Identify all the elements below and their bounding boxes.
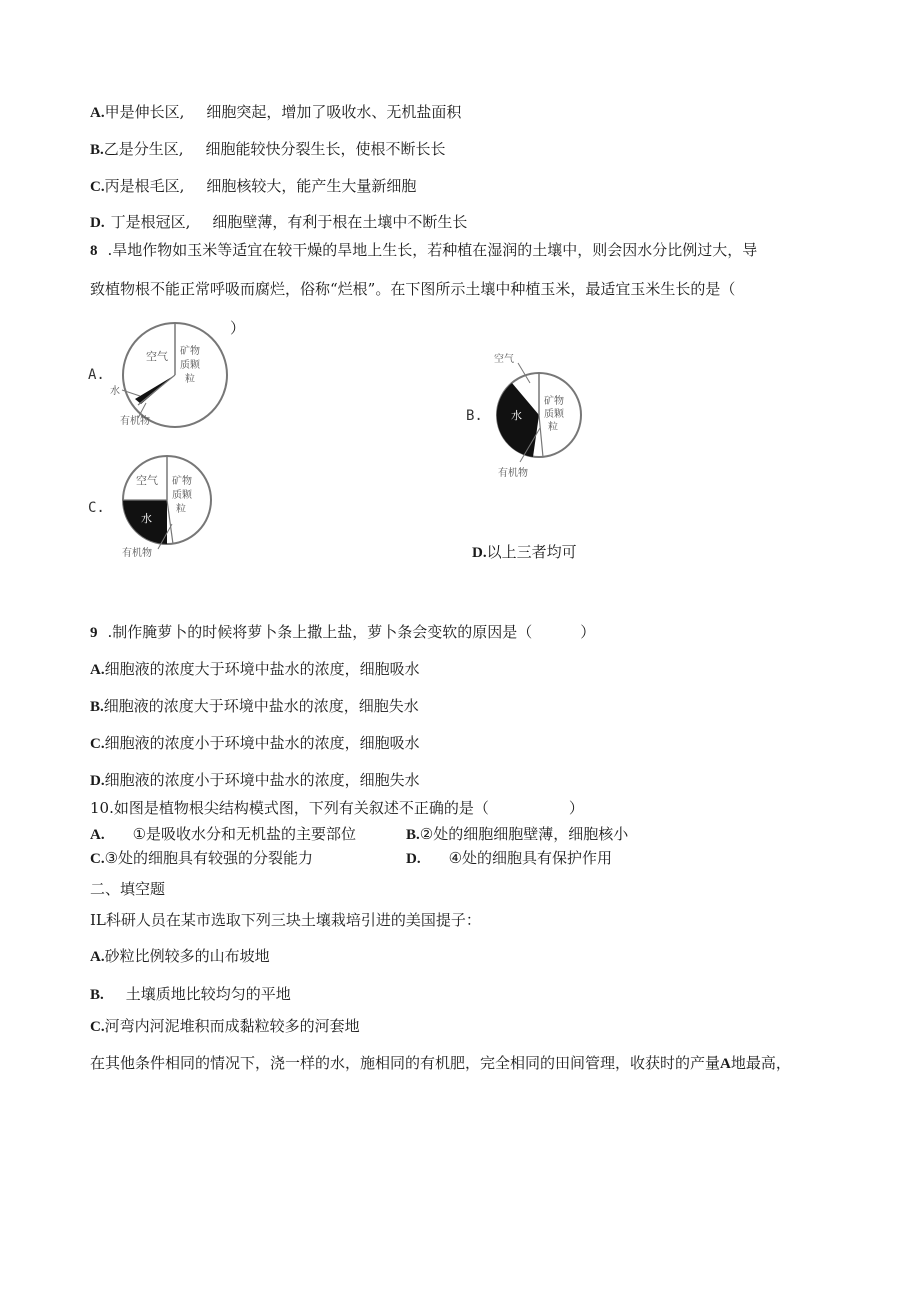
q8-option-a-label[interactable]: A. (88, 367, 105, 383)
pie-label-mineral: 矿物 (172, 476, 192, 487)
pie-label-mineral: 粒 (185, 374, 195, 385)
q8-option-c-pie[interactable] (110, 452, 220, 562)
q7-option-d[interactable]: D. 丁是根冠区, 细胞壁薄，有利于根在土壤中不断生长 (90, 213, 468, 231)
q7-option-b[interactable]: B.乙是分生区, 细胞能较快分裂生长，使根不断长长 (90, 140, 446, 158)
q10-option-a[interactable]: A. ①是吸收水分和无机盐的主要部位 (90, 825, 357, 843)
q8-option-b-label[interactable]: B. (466, 408, 483, 424)
q8-option-c-label[interactable]: C. (88, 500, 105, 516)
pie-label-mineral: 矿物 (544, 396, 564, 407)
pie-label-air: 空气 (146, 350, 168, 363)
q9-option-a[interactable]: A.细胞液的浓度大于环境中盐水的浓度，细胞吸水 (90, 660, 420, 678)
pie-label-mineral: 质颗 (544, 409, 564, 420)
q11-tail: 在其他条件相同的情况下，浇一样的水，施相同的有机肥，完全相同的田间管理，收获时的产量A地最高， (90, 1054, 791, 1072)
q10-stem: 10.如图是植物根尖结构模式图，下列有关叙述不正确的是（ ） (90, 799, 584, 817)
q8-stem-line1: 8 .旱地作物如玉米等适宜在较干燥的旱地上生长，若种植在湿润的土壤中，则会因水分比例过大，导 (90, 241, 758, 259)
pie-label-mineral: 质颗 (180, 360, 200, 371)
q8-paren-close: ） (230, 319, 246, 337)
q8-option-a-pie[interactable] (108, 318, 238, 428)
q9-stem: 9 .制作腌萝卜的时候将萝卜条上撒上盐，萝卜条会变软的原因是（ ） (90, 623, 596, 641)
q8-option-b-pie[interactable] (482, 350, 594, 482)
q10-option-b[interactable]: B.②处的细胞细胞壁薄，细胞核小 (406, 825, 629, 843)
pie-label-air: 空气 (494, 354, 514, 365)
pie-label-air: 空气 (136, 474, 158, 487)
pie-label-water: 水 (110, 386, 120, 397)
pie-label-mineral: 质颗 (172, 490, 192, 501)
q10-option-c[interactable]: C.③处的细胞具有较强的分裂能力 (90, 849, 314, 867)
pie-label-mineral: 粒 (548, 422, 558, 433)
pie-label-water: 水 (511, 409, 522, 422)
q11-item-b: B. 土壤质地比较均匀的平地 (90, 985, 291, 1003)
pie-label-organic: 有机物 (498, 468, 528, 479)
pie-label-mineral: 矿物 (180, 346, 200, 357)
pie-label-organic: 有机物 (122, 548, 152, 559)
q7-option-c[interactable]: C.丙是根毛区, 细胞核较大，能产生大量新细胞 (90, 177, 417, 195)
pie-label-organic: 有机物 (120, 416, 150, 427)
q9-option-b[interactable]: B.细胞液的浓度大于环境中盐水的浓度，细胞失水 (90, 697, 419, 715)
q9-option-d[interactable]: D.细胞液的浓度小于环境中盐水的浓度，细胞失水 (90, 771, 420, 789)
q8-option-d[interactable]: D.以上三者均可 (472, 543, 577, 561)
q7-option-a[interactable]: A.甲是伸长区, 细胞突起，增加了吸收水、无机盐面积 (90, 103, 462, 121)
q9-option-c[interactable]: C.细胞液的浓度小于环境中盐水的浓度，细胞吸水 (90, 734, 420, 752)
q11-stem: IL科研人员在某市选取下列三块土壤栽培引进的美国提子： (90, 911, 481, 929)
q8-stem-line2: 致植物根不能正常呼吸而腐烂，俗称“烂根”。在下图所示土壤中种植玉米，最适宜玉米生长的是（ (90, 280, 736, 298)
section-heading: 二、填空题 (90, 880, 166, 898)
q11-item-c: C.河弯内河泥堆积而成黏粒较多的河套地 (90, 1017, 360, 1035)
pie-label-water: 水 (141, 512, 152, 525)
q11-item-a: A.砂粒比例较多的山布坡地 (90, 947, 270, 965)
q10-option-d[interactable]: D. ④处的细胞具有保护作用 (406, 849, 613, 867)
pie-label-mineral: 粒 (176, 504, 186, 515)
